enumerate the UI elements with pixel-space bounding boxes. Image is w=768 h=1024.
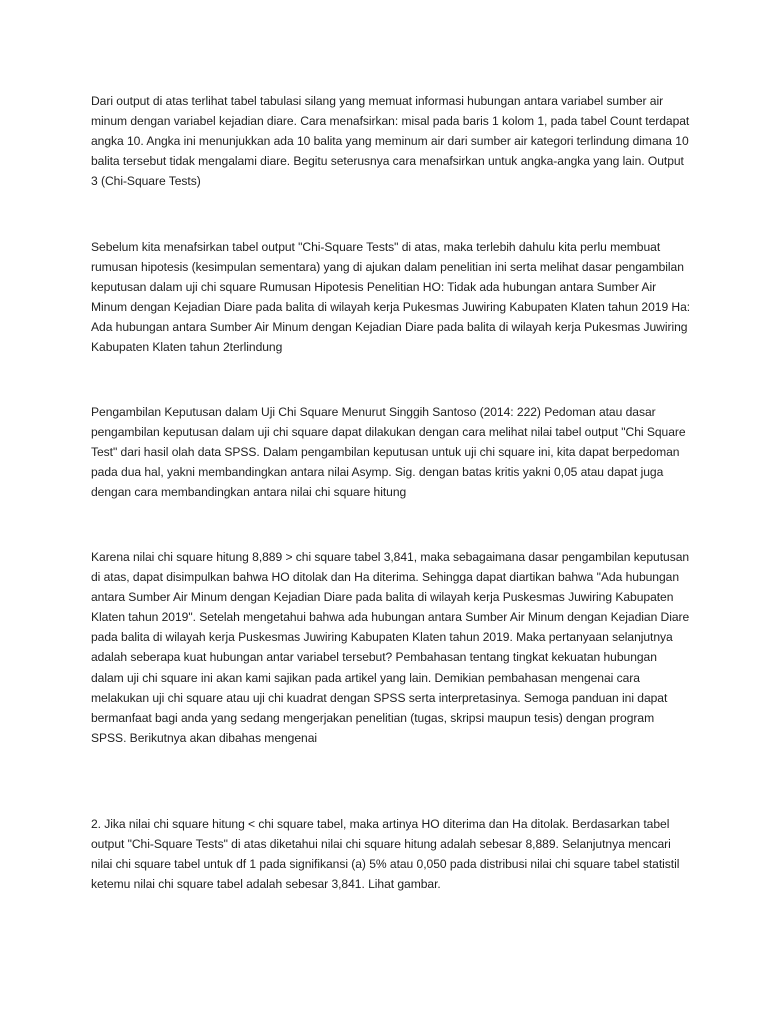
paragraph-conclusion: Karena nilai chi square hitung 8,889 > chi square tabel 3,841, maka sebagaimana dasar pengambilan keputusan di atas, dapat disimpulkan bahwa HO ditolak dan Ha diterima. Sehingga dapat diartikan bahwa "Ada hubungan antara Sumber Air Minum dengan Kejadian Diare pada balita di wilayah kerja Puskesmas Juwiring Kabupaten Klaten tahun 2019". Setelah mengetahui bahwa ada hubungan antara Sumber Air Minum dengan Kejadian Diare pada balita di wilayah kerja Puskesmas Juwiring Kabupaten Klaten tahun 2019. Maka pertanyaan selanjutnya adalah seberapa kuat hubungan antar variabel tersebut? Pembahasan tentang tingkat kekuatan hubungan dalam uji chi square ini akan kami sajikan pada artikel yang lain. Demikian pembahasan mengenai cara melakukan uji chi square atau uji chi kuadrat dengan SPSS serta interpretasinya. Semoga panduan ini dapat bermanfaat bagi anda yang sedang mengerjakan penelitian (tugas, skripsi maupun tesis) dengan program SPSS. Berikutnya akan dibahas mengenai (91, 550, 690, 745)
paragraph-decision-criteria: Pengambilan Keputusan dalam Uji Chi Square Menurut Singgih Santoso (2014: 222) Pedoman atau dasar pengambilan keputusan dalam uji chi square dapat dilakukan dengan cara melihat nilai tabel output "Chi Square Test" dari hasil olah data SPSS. Dalam pengambilan keputusan untuk uji chi square ini, kita dapat berpedoman pada dua hal, yakni membandingkan antara nilai Asymp. Sig. dengan batas kritis yakni 0,05 atau dapat juga dengan cara membandingkan antara nilai chi square hitung (91, 405, 686, 500)
paragraph-crosstab-interpretation: Dari output di atas terlihat tabel tabulasi silang yang memuat informasi hubungan antara variabel sumber air minum dengan variabel kejadian diare. Cara menafsirkan: misal pada baris 1 kolom 1, pada tabel Count terdapat angka 10. Angka ini menunjukkan ada 10 balita yang meminum air dari sumber air kategori terlindung dimana 10 balita tersebut tidak mengalami diare. Begitu seterusnya cara menafsirkan untuk angka-angka yang lain. Output 3 (Chi-Square Tests) (91, 94, 690, 189)
paragraph-hypothesis-formulation: Sebelum kita menafsirkan tabel output "Chi-Square Tests" di atas, maka terlebih dahulu kita perlu membuat rumusan hipotesis (kesimpulan sementara) yang di ajukan dalam penelitian ini serta melihat dasar pengambilan keputusan dalam uji chi square Rumusan Hipotesis Penelitian HO: Tidak ada hubungan antara Sumber Air Minum dengan Kejadian Diare pada balita di wilayah kerja Pukesmas Juwiring Kabupaten Klaten tahun 2019 Ha: Ada hubungan antara Sumber Air Minum dengan Kejadian Diare pada balita di wilayah kerja Pukesmas Juwiring Kabupaten Klaten tahun 2terlindung (91, 240, 691, 355)
paragraph-chi-square-table: 2. Jika nilai chi square hitung < chi square tabel, maka artinya HO diterima dan Ha ditolak. Berdasarkan tabel output "Chi-Square Tests" di atas diketahui nilai chi square hitung adalah sebesar 8,889. Selanjutnya mencari nilai chi square tabel untuk df 1 pada signifikansi (a) 5% atau 0,050 pada distribusi nilai chi square tabel statistil ketemu nilai chi square tabel adalah sebesar 3,841. Lihat gambar. (91, 817, 680, 892)
